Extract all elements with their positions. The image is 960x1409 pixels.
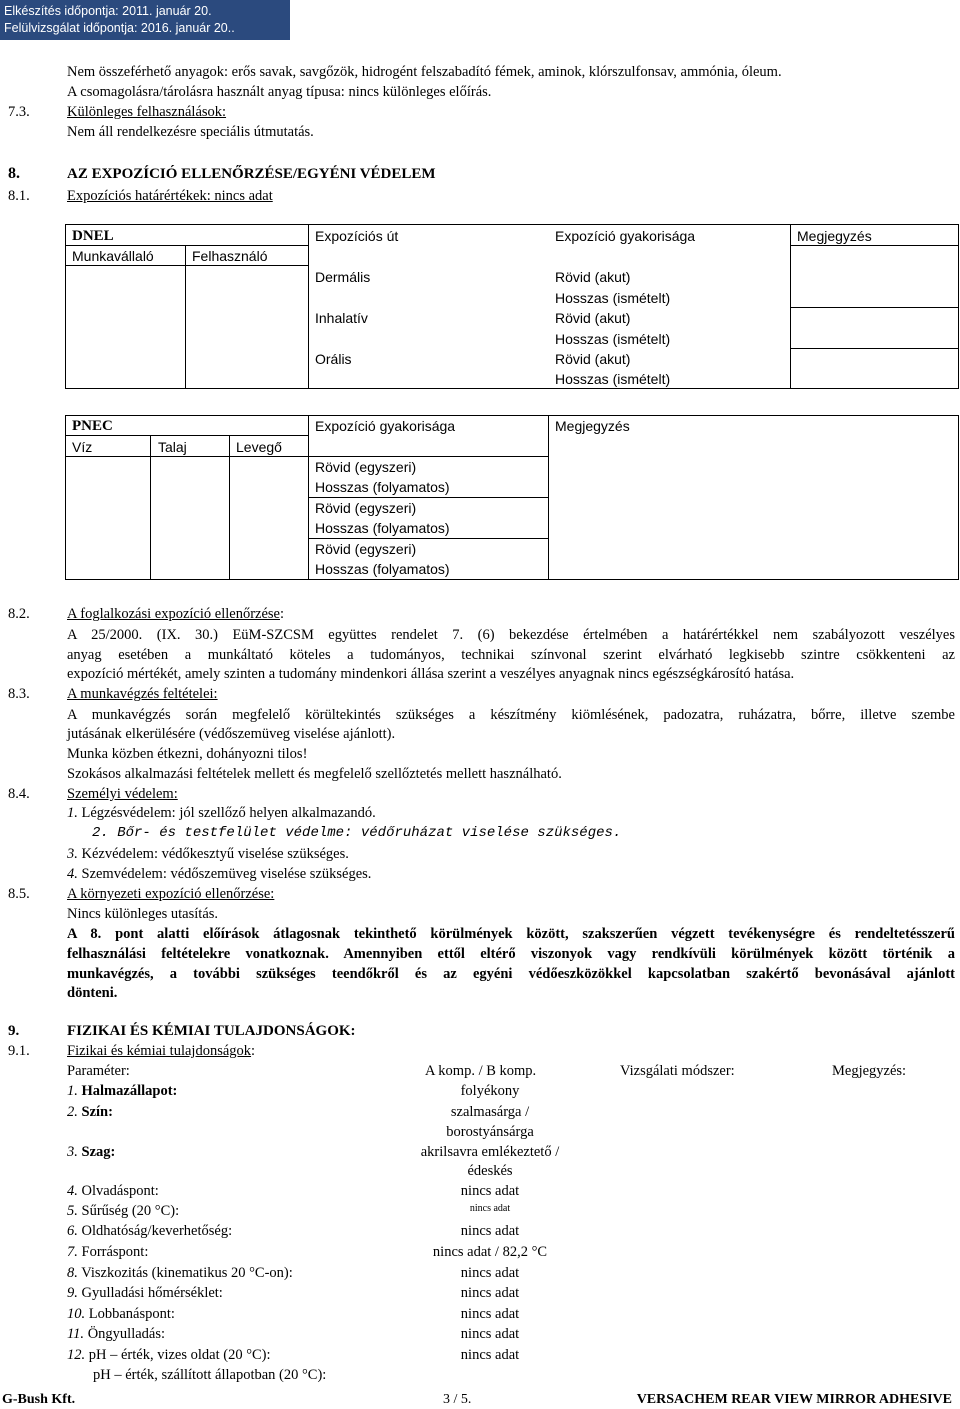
section-8-3-line2: jutásának elkerülésére (védőszemüveg viselése ajánlott).: [67, 726, 396, 742]
pnec-col-note: Megjegyzés: [555, 418, 630, 434]
pnec-freq-short: Rövid (egyszeri): [315, 459, 417, 475]
prop-value: borostyánsárga: [446, 1124, 534, 1140]
dnel-col-user: Felhasználó: [192, 248, 268, 264]
dnel-col-route: Expozíciós út: [315, 228, 399, 244]
section-7-3-text: Nem áll rendelkezésre speciális útmutatás.: [67, 124, 314, 140]
prop-row: 3. Szag:: [67, 1144, 116, 1160]
section-8-4-number: 8.4.: [8, 786, 30, 802]
pnec-freq-long: Hosszas (folyamatos): [315, 479, 450, 495]
prop-value: nincs adat: [460, 1223, 520, 1239]
props-col-comp: A komp. / B komp.: [425, 1063, 537, 1079]
prop-value: nincs adat: [460, 1347, 520, 1363]
props-col-param: Paraméter:: [67, 1063, 130, 1079]
dnel-route-dermal: Dermális: [315, 269, 371, 285]
prop-value: nincs adat: [469, 1203, 511, 1214]
prop-value: nincs adat / 82,2 °C: [432, 1244, 548, 1260]
ppe-item: 4. Szemvédelem: védőszemüveg viselése szükséges.: [67, 866, 372, 882]
prop-row: 1. Halmazállapot:: [67, 1083, 178, 1099]
section-8-2-title: A foglalkozási expozíció ellenőrzése: [67, 606, 280, 622]
pnec-freq-long: Hosszas (folyamatos): [315, 520, 450, 536]
revised-date: Felülvizsgálat időpontja: 2016. január 20..: [4, 21, 235, 35]
prop-value: akrilsavra emlékeztető /: [420, 1144, 560, 1160]
pnec-freq-short: Rövid (egyszeri): [315, 541, 417, 557]
dnel-freq-short: Rövid (akut): [555, 310, 631, 326]
section-8-1-title: Expozíciós határértékek: nincs adat: [67, 188, 273, 204]
dnel-col-freq: Expozíció gyakorisága: [555, 228, 696, 244]
pnec-col-freq: Expozíció gyakorisága: [315, 418, 456, 434]
dnel-freq-short: Rövid (akut): [555, 351, 631, 367]
section-8-2-line2: anyag esetében a munkáltató köteles a tudományos, technikai színvonal szerint elvárható legkisebb szintre csökkenteni az: [67, 647, 955, 663]
section-8-number: 8.: [8, 165, 20, 182]
prop-value: nincs adat: [460, 1285, 520, 1301]
prop-value: nincs adat: [460, 1326, 520, 1342]
dnel-route-oral: Orális: [315, 351, 352, 367]
section-7-3-number: 7.3.: [8, 104, 30, 120]
prop-row: 5. Sűrűség (20 °C):: [67, 1203, 180, 1219]
section-8-3-title: A munkavégzés feltételei:: [67, 686, 218, 702]
props-col-note: Megjegyzés:: [832, 1063, 907, 1079]
prop-row: 8. Viszkozitás (kinematikus 20 °C-on):: [67, 1265, 293, 1281]
pnec-col-air: Levegő: [236, 439, 282, 455]
section-9-number: 9.: [8, 1023, 20, 1039]
dnel-freq-long: Hosszas (ismételt): [555, 290, 671, 306]
prop-row: 4. Olvadáspont:: [67, 1183, 159, 1199]
packaging-type: A csomagolásra/tárolásra használt anyag típusa: nincs különleges előírás.: [67, 84, 492, 100]
prop-value: édeskés: [467, 1163, 513, 1179]
ppe-item: 3. Kézvédelem: védőkesztyű viselése szükséges.: [67, 846, 349, 862]
pnec-title: PNEC: [72, 418, 113, 434]
prop-row: 7. Forráspont:: [67, 1244, 149, 1260]
incompatible-materials: Nem összeférhető anyagok: erős savak, savgőzök, hidrogént felszabadító fémek, aminok, klórszulfonsav, ammónia, óleum.: [67, 64, 782, 80]
pnec-freq-short: Rövid (egyszeri): [315, 500, 417, 516]
dnel-col-note: Megjegyzés: [797, 228, 872, 244]
document-header: [0, 0, 290, 40]
section-9-1-heading: Fizikai és kémiai tulajdonságok:: [67, 1043, 256, 1059]
section-8-5-note-line3: munkavégzés, a további szükséges teendőkről és az egyéni védőeszközökkel kapcsolatban szakértő bevonásával ajánlott: [67, 966, 955, 982]
section-9-title: FIZIKAI ÉS KÉMIAI TULAJDONSÁGOK:: [67, 1023, 356, 1039]
section-9-1-number: 9.1.: [8, 1043, 30, 1059]
section-8-5-note-line2: felhasználási feltételekre vonatkoznak. Amennyiben ettől eltérő viszonyok vagy rendkívüli körülmények között történik a: [67, 946, 955, 962]
dnel-col-worker: Munkavállaló: [72, 248, 154, 264]
pnec-col-soil: Talaj: [158, 439, 187, 455]
ppe-item: 2. Bőr- és testfelület védelme: védőruházat viselése szükséges.: [92, 825, 622, 841]
pnec-col-water: Víz: [72, 439, 93, 455]
footer-product-name: VERSACHEM REAR VIEW MIRROR ADHESIVE: [636, 1392, 952, 1407]
prop-value: szalmasárga /: [450, 1104, 530, 1120]
dnel-title: DNEL: [72, 228, 114, 244]
prop-value: nincs adat: [460, 1265, 520, 1281]
dnel-freq-long: Hosszas (ismételt): [555, 371, 671, 387]
section-8-5-number: 8.5.: [8, 886, 30, 902]
prop-row: 2. Szín:: [67, 1104, 113, 1120]
section-8-title: AZ EXPOZÍCIÓ ELLENŐRZÉSE/EGYÉNI VÉDELEM: [67, 166, 436, 182]
section-8-5-text: Nincs különleges utasítás.: [67, 906, 219, 922]
section-8-4-title: Személyi védelem:: [67, 786, 178, 802]
prop-row: 10. Lobbanáspont:: [67, 1306, 175, 1322]
pnec-freq-long: Hosszas (folyamatos): [315, 561, 450, 577]
created-date: Elkészítés időpontja: 2011. január 20.: [4, 4, 212, 18]
props-col-method: Vizsgálati módszer:: [620, 1063, 735, 1079]
section-8-2-line3: expozíció mértékét, amely szinten a tudomány mindenkori állása szerint a veszélyes anyagnak nincs egészségkárosító hatása.: [67, 666, 795, 682]
section-8-2-line1: A 25/2000. (IX. 30.) EüM-SZCSM együttes rendelet 7. (6) bekezdése értelmében a határértékkel nem szabályozott veszélyes: [67, 627, 955, 643]
section-8-2-heading: A foglalkozási expozíció ellenőrzése:: [67, 606, 285, 622]
section-8-5-title: A környezeti expozíció ellenőrzése:: [67, 886, 275, 902]
prop-ph-transport: pH – érték, szállított állapotban (20 °C):: [93, 1367, 327, 1383]
footer-page-number: 3 / 5.: [443, 1392, 472, 1407]
dnel-route-inhalation: Inhalatív: [315, 310, 368, 326]
section-8-1-number: 8.1.: [8, 188, 30, 204]
prop-value: nincs adat: [460, 1183, 520, 1199]
section-8-3-number: 8.3.: [8, 686, 30, 702]
ppe-item: 1. Légzésvédelem: jól szellőző helyen alkalmazandó.: [67, 805, 376, 821]
section-8-5-note-line1: A 8. pont alatti előírások átlagosnak tekinthető körülmények között, szakszerűen végzett tevékenységre és rendeltetésszerű: [67, 926, 955, 942]
prop-row: 12. pH – érték, vizes oldat (20 °C):: [67, 1347, 271, 1363]
section-8-3-line1: A munkavégzés során megfelelő körültekintés szükséges a készítmény kiömlésének, padozatra, ruházatra, bőrre, illetve szembe: [67, 707, 955, 723]
section-8-3-line4: Szokásos alkalmazási feltételek mellett és megfelelő szellőztetés mellett használható.: [67, 766, 562, 782]
section-7-3-title: Különleges felhasználások:: [67, 104, 227, 120]
section-8-2-number: 8.2.: [8, 606, 30, 622]
footer-company: G-Bush Kft.: [2, 1392, 76, 1407]
section-8-3-line3: Munka közben étkezni, dohányozni tilos!: [67, 746, 308, 762]
dnel-freq-short: Rövid (akut): [555, 269, 631, 285]
prop-row: 6. Oldhatóság/keverhetőség:: [67, 1223, 233, 1239]
section-9-1-title: Fizikai és kémiai tulajdonságok: [67, 1043, 252, 1059]
prop-value: nincs adat: [460, 1306, 520, 1322]
dnel-freq-long: Hosszas (ismételt): [555, 331, 671, 347]
section-8-5-note-line4: dönteni.: [67, 985, 118, 1001]
prop-value: folyékony: [460, 1083, 520, 1099]
prop-row: 11. Öngyulladás:: [67, 1326, 166, 1342]
prop-row: 9. Gyulladási hőmérséklet:: [67, 1285, 223, 1301]
